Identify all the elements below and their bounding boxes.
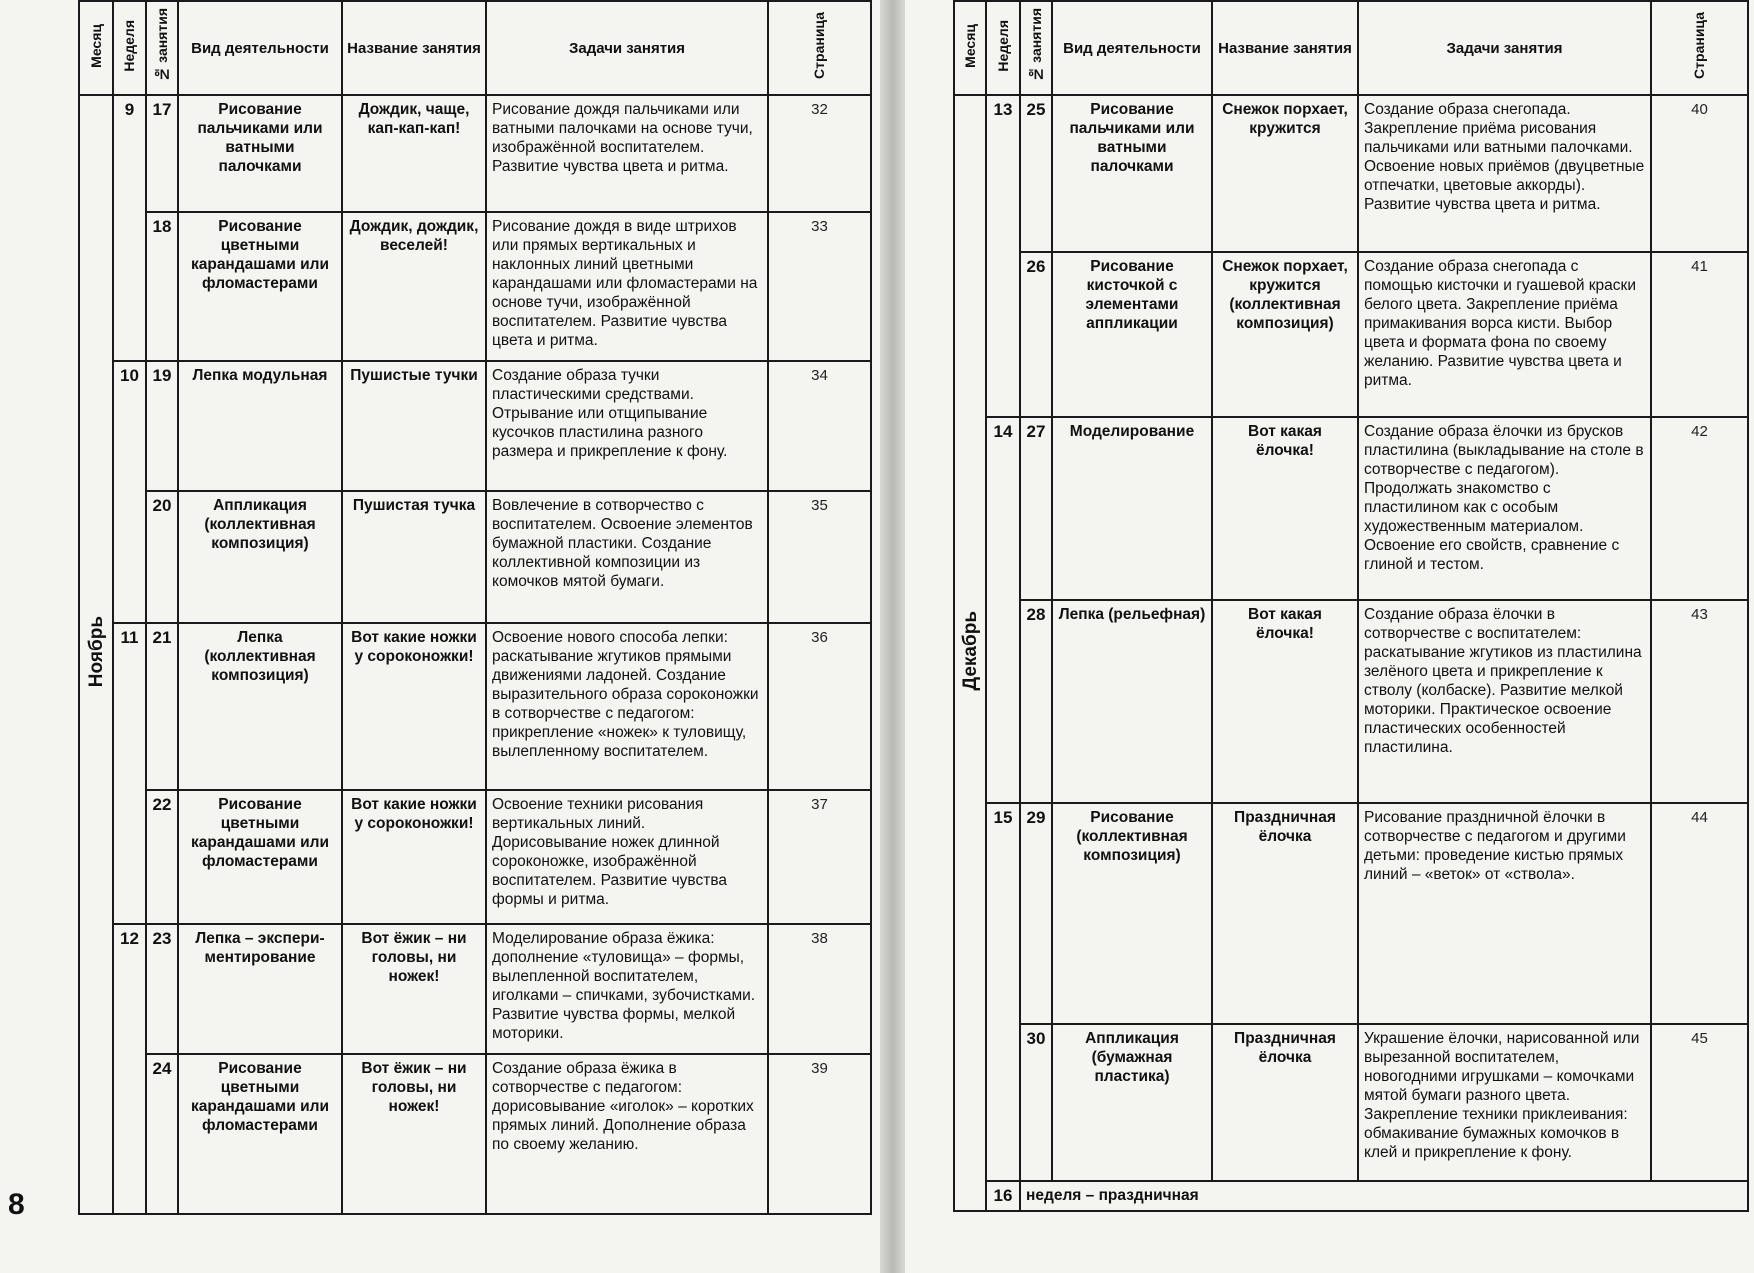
lesson-title: Вот какие ножки у сороконожки! [342,623,486,791]
table-row [954,417,1748,601]
lesson-tasks: Создание образа снегопада с помощью кисточки и гуашевой краски белого цвета. Закрепление приёма примакивания ворса кисти. Выбор цвета и формата фона по своему желанию. Развитие чувства цвета и ритма. [1358,252,1651,417]
activity-cell: Рисование пальчиками или ватными палочками [178,95,342,212]
header-lesson-no: № занятия [146,1,178,95]
month-cell: Декабрь [954,95,986,1211]
page-ref: 36 [768,623,871,791]
lesson-title: Вот какие ножки у сороконожки! [342,790,486,924]
header-tasks: Задачи занятия [486,1,768,95]
table-row [954,600,1748,803]
lesson-title: Дождик, чаще, кап-кап-кап! [342,95,486,212]
right-plan-table [953,0,1749,1212]
holiday-week-note: неделя – праздничная [1020,1181,1748,1211]
activity-cell: Аппликация (бумажная пластика) [1052,1024,1212,1181]
table-row [79,623,871,791]
week-number: 15 [986,803,1020,1181]
lesson-number: 21 [146,623,178,791]
lesson-title: Вот какая ёлочка! [1212,417,1358,601]
page-ref: 33 [768,212,871,360]
activity-cell: Лепка – экспери- ментирование [178,924,342,1054]
activity-cell: Аппликация (коллективная композиция) [178,491,342,623]
header-lesson-no: № занятия [1020,1,1052,95]
lesson-tasks: Рисование праздничной ёлочки в сотворчестве с педагогом и другими детьми: проведение кистью прямых линий – «веток» от «ствола». [1358,803,1651,1024]
lesson-tasks: Создание образа ёлочки в сотворчестве с воспитателем: раскатывание жгутиков из пластилина зелёного цвета и прикрепление к стволу (колбаске). Развитие мелкой моторики. Практическое освоение пластических особенностей пластилина. [1358,600,1651,803]
header-week: Неделя [113,1,146,95]
lesson-tasks: Моделирование образа ёжика: дополнение «туловища» – формы, вылепленной воспитателем, иголками – спичками, зубочистками. Развитие чувства формы, мелкой моторики. [486,924,768,1054]
lesson-number: 22 [146,790,178,924]
page-ref: 37 [768,790,871,924]
table-row [954,1024,1748,1181]
week-number: 16 [986,1181,1020,1211]
page-ref: 34 [768,361,871,491]
header-activity: Вид деятельности [178,1,342,95]
lesson-tasks: Вовлечение в сотворчество с воспитателем. Освоение элементов бумажной пластики. Создание коллективной композиции из комочков мятой бумаги. [486,491,768,623]
lesson-number: 19 [146,361,178,491]
week-number: 13 [986,95,1020,417]
lesson-tasks: Украшение ёлочки, нарисованной или вырезанной воспитателем, новогодними игрушками – комочками мятой бумаги разного цвета. Закрепление техники приклеивания: обмакивание бумажных комочков в клей и прикрепление к фону. [1358,1024,1651,1181]
activity-cell: Лепка (коллективная композиция) [178,623,342,791]
activity-cell: Рисование цветными карандашами или фломастерами [178,212,342,360]
lesson-number: 28 [1020,600,1052,803]
right-page [905,0,1754,1273]
activity-cell: Рисование кисточкой с элементами аппликации [1052,252,1212,417]
lesson-number: 18 [146,212,178,360]
activity-cell: Рисование цветными карандашами или фломастерами [178,790,342,924]
lesson-number: 30 [1020,1024,1052,1181]
lesson-number: 26 [1020,252,1052,417]
header-month: Месяц [954,1,986,95]
header-month: Месяц [79,1,113,95]
page-ref: 44 [1651,803,1748,1024]
header-page: Страница [768,1,871,95]
lesson-number: 17 [146,95,178,212]
page-ref: 35 [768,491,871,623]
page-ref: 32 [768,95,871,212]
table-row [79,212,871,360]
page-ref: 41 [1651,252,1748,417]
page-number: 8 [8,1188,25,1221]
table-row [79,790,871,924]
lesson-tasks: Освоение нового способа лепки: раскатывание жгутиков прямыми движениями ладоней. Создание выразительного образа сороконожки в сотворчестве с педагогом: прикрепление «ножек» к туловищу, вылепленному воспитателем. [486,623,768,791]
header-week: Неделя [986,1,1020,95]
table-row-final [954,1181,1748,1211]
lesson-title: Пушистая тучка [342,491,486,623]
page-ref: 38 [768,924,871,1054]
header-tasks: Задачи занятия [1358,1,1651,95]
week-number: 11 [113,623,146,925]
lesson-title: Снежок порхает, кружится (коллективная композиция) [1212,252,1358,417]
activity-cell: Рисование цветными карандашами или фломастерами [178,1054,342,1214]
table-header-row [79,1,871,95]
header-page: Страница [1651,1,1748,95]
activity-cell: Лепка (рельефная) [1052,600,1212,803]
lesson-title: Вот какая ёлочка! [1212,600,1358,803]
month-cell: Ноябрь [79,95,113,1214]
page-ref: 43 [1651,600,1748,803]
lesson-title: Вот ёжик – ни головы, ни ножек! [342,924,486,1054]
lesson-tasks: Создание образа снегопада. Закрепление приёма рисования пальчиками или ватными палочками. Освоение новых приёмов (двуцветные отпечатки, цветовые аккорды). Развитие чувства цвета и ритма. [1358,95,1651,252]
table-row [79,924,871,1054]
week-number: 9 [113,95,146,361]
book-gutter [880,0,905,1273]
lesson-title: Праздничная ёлочка [1212,803,1358,1024]
week-number: 10 [113,361,146,623]
page-ref: 39 [768,1054,871,1214]
lesson-tasks: Создание образа ёжика в сотворчестве с педагогом: дорисовывание «иголок» – коротких прямых линий. Дополнение образа по своему желанию. [486,1054,768,1214]
lesson-title: Вот ёжик – ни головы, ни ножек! [342,1054,486,1214]
week-number: 14 [986,417,1020,803]
lesson-title: Праздничная ёлочка [1212,1024,1358,1181]
activity-cell: Лепка модульная [178,361,342,491]
table-header-row [954,1,1748,95]
page-ref: 40 [1651,95,1748,252]
table-row [79,361,871,491]
lesson-tasks: Освоение техники рисования вертикальных линий. Дорисовывание ножек длинной сороконожке, изображённой воспитателем. Развитие чувства формы и ритма. [486,790,768,924]
lesson-number: 27 [1020,417,1052,601]
header-lesson-name: Название занятия [342,1,486,95]
header-lesson-name: Название занятия [1212,1,1358,95]
lesson-number: 24 [146,1054,178,1214]
table-row [954,252,1748,417]
table-row [79,1054,871,1214]
lesson-number: 29 [1020,803,1052,1024]
lesson-title: Пушистые тучки [342,361,486,491]
table-row [79,491,871,623]
lesson-number: 25 [1020,95,1052,252]
lesson-number: 20 [146,491,178,623]
lesson-title: Снежок порхает, кружится [1212,95,1358,252]
lesson-tasks: Создание образа тучки пластическими средствами. Отрывание или отщипывание кусочков пластилина разного размера и прикрепление к фону. [486,361,768,491]
table-row [954,95,1748,252]
lesson-title: Дождик, дождик, веселей! [342,212,486,360]
activity-cell: Моделирование [1052,417,1212,601]
lesson-number: 23 [146,924,178,1054]
header-activity: Вид деятельности [1052,1,1212,95]
activity-cell: Рисование пальчиками или ватными палочками [1052,95,1212,252]
table-row [79,95,871,212]
left-plan-table [78,0,872,1215]
lesson-tasks: Создание образа ёлочки из брусков пластилина (выкладывание на столе в сотворчестве с педагогом). Продолжать знакомство с пластилином как с особым художественным материалом. Освоение его свойств, сравнение с глиной и тестом. [1358,417,1651,601]
page-ref: 42 [1651,417,1748,601]
activity-cell: Рисование (коллективная композиция) [1052,803,1212,1024]
week-number: 12 [113,924,146,1214]
lesson-tasks: Рисование дождя пальчиками или ватными палочками на основе тучи, изображённой воспитателем. Развитие чувства цвета и ритма. [486,95,768,212]
lesson-tasks: Рисование дождя в виде штрихов или прямых вертикальных и наклонных линий цветными карандашами или фломастерами на основе тучи, изображённой воспитателем. Развитие чувства цвета и ритма. [486,212,768,360]
page-ref: 45 [1651,1024,1748,1181]
table-row [954,803,1748,1024]
